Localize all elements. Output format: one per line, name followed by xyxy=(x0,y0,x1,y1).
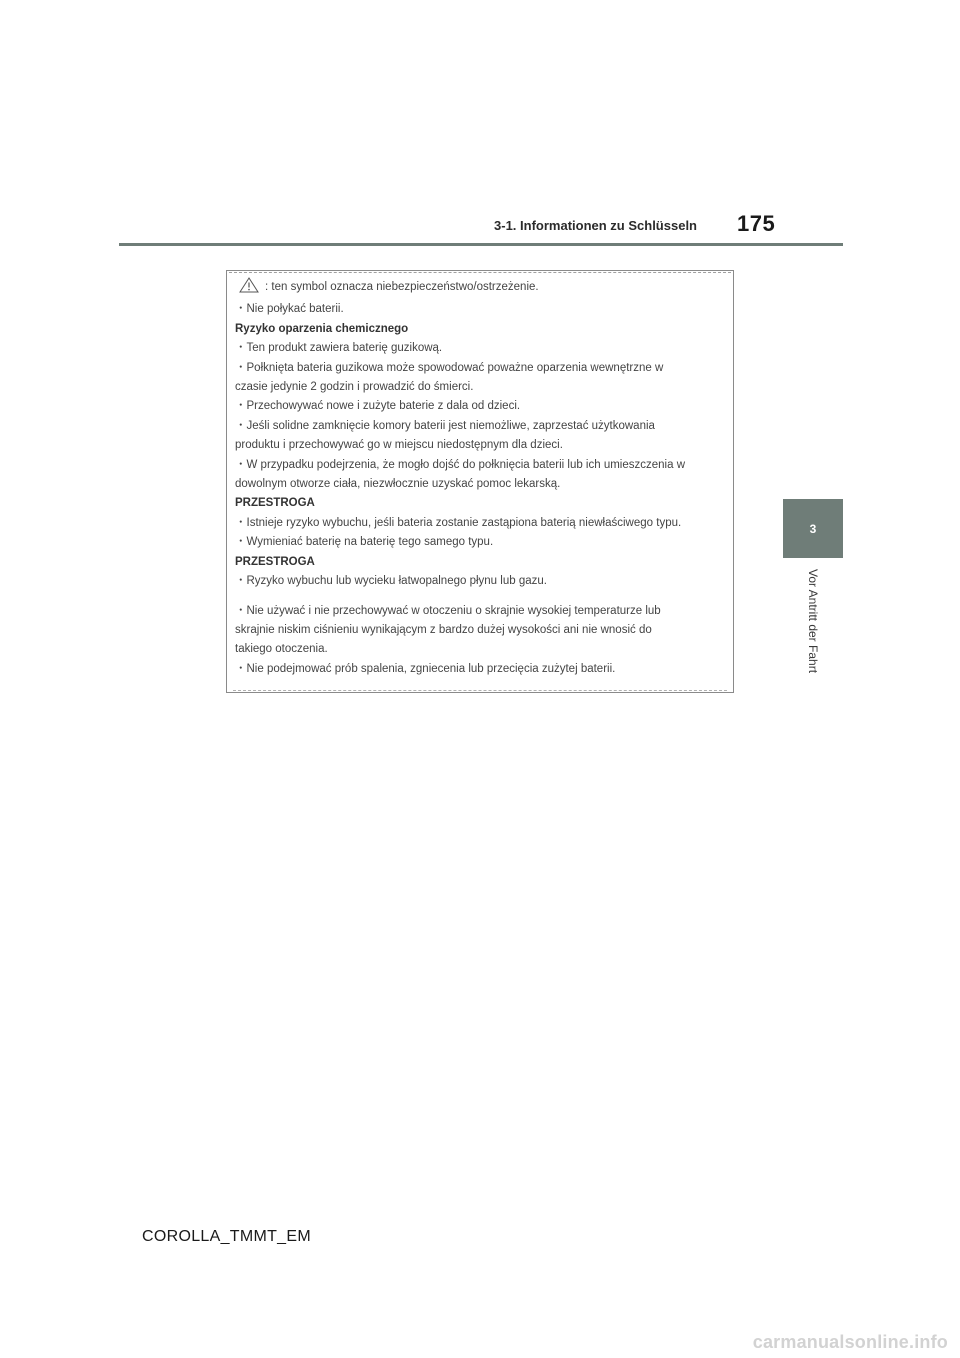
symbol-note-line xyxy=(235,277,725,300)
warning-line: ・Ryzyko wybuchu lub wycieku łatwopalnego płynu lub gazu. xyxy=(235,575,547,588)
warning-content xyxy=(235,277,725,679)
warning-line: ・Istnieje ryzyko wybuchu, jeśli bateria zostanie zastąpiona baterią niewłaściwego typu. xyxy=(235,516,682,529)
warning-line: ・Nie używać i nie przechowywać w otoczeniu o skrajnie wysokiej temperaturze lub xyxy=(235,604,661,617)
box-bottom-dashed-rule xyxy=(233,690,727,691)
chapter-title: Vor Antritt der Fahrt xyxy=(806,568,820,674)
warning-line: ・Ten produkt zawiera baterię guzikową. xyxy=(235,342,443,355)
warning-line: czasie jedynie 2 godzin i prowadzić do śmierci. xyxy=(235,381,474,394)
warning-triangle-icon xyxy=(239,277,259,300)
warning-line: ・Nie podejmować prób spalenia, zgniecenia lub przecięcia zużytej baterii. xyxy=(235,662,616,675)
warning-heading: Ryzyko oparzenia chemicznego xyxy=(235,322,409,335)
warning-heading: PRZESTROGA xyxy=(235,497,315,510)
warning-box xyxy=(226,270,734,693)
paragraph-gap xyxy=(235,592,725,602)
watermark: carmanualsonline.info xyxy=(752,1332,948,1352)
chapter-number: 3 xyxy=(809,521,817,536)
page-number: 175 xyxy=(737,211,776,236)
section-title: 3-1. Informationen zu Schlüsseln xyxy=(494,218,697,233)
warning-line: ・Jeśli solidne zamknięcie komory baterii jest niemożliwe, zaprzestać użytkowania xyxy=(235,419,655,432)
warning-line: ・W przypadku podejrzenia, że mogło dojść do połknięcia baterii lub ich umieszczenia w xyxy=(235,458,685,471)
document-id: COROLLA_TMMT_EM xyxy=(142,1228,311,1245)
warning-heading: PRZESTROGA xyxy=(235,555,315,568)
chapter-tab xyxy=(783,499,843,558)
warning-line: ・Wymieniać baterię na baterię tego samego typu. xyxy=(235,536,494,549)
box-top-dashed-rule xyxy=(229,272,731,273)
warning-line: takiego otoczenia. xyxy=(235,643,328,656)
chapter-side-label-area xyxy=(783,559,843,699)
warning-line: ・Nie połykać baterii. xyxy=(235,303,344,316)
warning-line: skrajnie niskim ciśnieniu wynikającym z bardzo dużej wysokości ani nie wnosić do xyxy=(235,623,652,636)
symbol-note: : ten symbol oznacza niebezpieczeństwo/ostrzeżenie. xyxy=(265,281,539,293)
warning-line: ・Połknięta bateria guzikowa może spowodować poważne oparzenia wewnętrzne w xyxy=(235,361,664,374)
warning-line: dowolnym otworze ciała, niezwłocznie uzyskać pomoc lekarską. xyxy=(235,478,561,491)
header-divider xyxy=(119,243,843,246)
warning-line: ・Przechowywać nowe i zużyte baterie z dala od dzieci. xyxy=(235,400,521,413)
warning-line: produktu i przechowywać go w miejscu niedostępnym dla dzieci. xyxy=(235,439,563,452)
